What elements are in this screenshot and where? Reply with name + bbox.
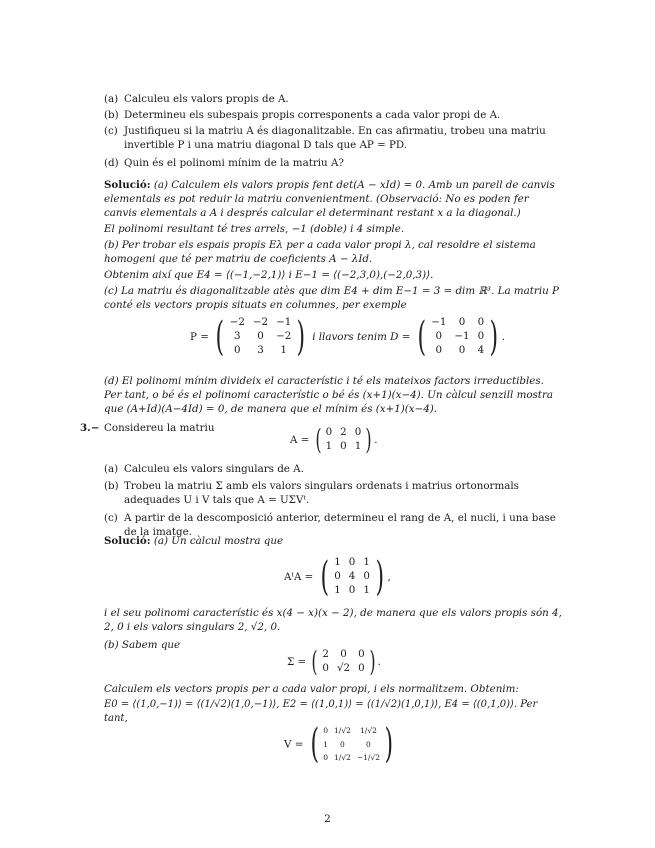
matrix-ata-row [330,556,374,570]
part-label: (d) [104,157,119,169]
matrix-v-cell: 0 [323,726,329,735]
matrix-d-cell: 0 [435,329,443,342]
part-label: (a) [104,93,119,105]
matrix-ata: ( 1 0 1 0 4 0 1 0 1 ) [320,553,384,600]
solution-d-text: (d) El polinomi mínim divideix el característic i té els mateixos factors irreductibles. Per tant, o bé és el polinomi característic o bé és (x+1)(x−4). Un càlcul senzill mostra que (A+Id)(A−4Id) = 0, de manera que el mínim és (x+1)(x−4). [104,375,554,416]
pd-equation: P = ( −2 −2 −1 3 0 −2 0 3 1 ) i llavors tenim D = ( −1 0 0 0 −1 0 0 0 4 ) . [190,313,506,360]
matrix-p-cell: 3 [257,343,264,356]
solution-heading: Solució: [104,535,151,547]
matrix-d-row [427,316,488,330]
matrix-sigma-cell: 2 [322,648,329,661]
matrix-v-cell: 0 [366,739,371,749]
matrix-v-cell: 0 [323,753,329,762]
matrix-ata-cell: 0 [363,569,370,582]
exercise-intro: Considereu la matriu [104,422,215,434]
solution-a [104,178,564,221]
exercise-number: 3.− [80,422,100,434]
a-label: A = [290,434,310,446]
matrix-v: ( 0 1/√2 1/√2 1 0 0 0 1/√2 −1/√2 ) [310,721,394,768]
sigma-equation: Σ = ( 2 0 0 0 √2 0 ) . [287,645,381,678]
matrix-p-cell: 1 [280,343,287,356]
sigma-label: Σ = [287,656,307,668]
matrix-ata-cell: 0 [348,583,356,596]
matrix-sigma-cell: 0 [322,662,329,674]
matrix-v-cell: 1/√2 [334,753,351,762]
solution-b-result: Obtenim així que E4 = ⟨(−1,−2,1)⟩ i E−1 = ⟨(−2,3,0),(−2,0,3)⟩. [104,269,434,281]
part-text: Calculeu els valors singulars de A. [124,463,304,475]
matrix-a-cell: 1 [325,440,333,452]
matrix-p-row [226,316,296,330]
part-text: Trobeu la matriu Σ amb els valors singulars ordenats i matrius ortonormals adequades U i V tals que A = UΣVᵗ. [124,480,519,507]
part-label: (c) [104,512,118,524]
matrix-p: ( −2 −2 −1 3 0 −2 0 3 1 ) [215,313,306,360]
part-label: (c) [104,125,118,137]
part-label: (a) [104,463,119,475]
matrix-d-row [427,330,488,344]
matrix-v-row [320,751,383,765]
ex3-solution-a [104,534,564,548]
matrix-p-cell: −2 [252,316,269,328]
matrix-v-cell: −1/√2 [356,753,381,762]
matrix-a: ( 0 2 0 1 0 1 ) [315,423,372,456]
matrix-d-cell: 0 [477,329,485,342]
matrix-v-cell: 1 [323,739,329,749]
part-text: Determineu els subespais propis corresponents a cada valor propi de A. [124,109,501,121]
ata-label: AᵗA = [284,570,314,583]
matrix-p-cell: 0 [234,343,241,356]
poly-text: i el seu polinomi característic és x(4 − x)(x − 2), de manera que els valors propis són 4, 2, 0 i els valors singulars 2, √2, 0. [104,607,562,634]
matrix-sigma-cell: √2 [336,662,351,674]
part-text: Quin és el polinomi mínim de la matriu A? [124,157,344,169]
matrix-p-row [226,344,296,358]
matrix-d-cell: −1 [454,329,470,342]
matrix-v-cell: 1/√2 [334,726,351,735]
part-label: (b) [104,480,119,492]
matrix-p-cell: −2 [276,329,292,342]
pd-mid-text: i llavors tenim D = [312,330,411,343]
matrix-sigma-cell: 0 [340,648,347,661]
matrix-ata-cell: 0 [348,556,356,568]
matrix-d-cell: 0 [435,343,443,356]
matrix-a-equation: A = ( 0 2 0 1 0 1 ) . [290,423,378,456]
p-label: P = [190,330,209,343]
matrix-a-cell: 1 [354,440,362,452]
ex3-solution-b: (b) Sabem que [104,639,181,651]
matrix-p-cell: −1 [276,316,292,328]
matrix-d: ( −1 0 0 0 −1 0 0 0 4 ) [417,313,499,360]
matrix-a-cell: 0 [354,426,362,439]
eigen-text: Calculem els vectors propis per a cada valor propi, i els normalitzem. Obtenim: [104,683,519,695]
matrix-a-cell: 0 [325,426,333,439]
matrix-a-row [322,426,366,440]
matrix-sigma: ( 2 0 0 0 √2 0 ) [311,645,376,678]
matrix-d-cell: 4 [477,343,485,356]
v-label: V = [284,738,304,751]
ata-equation: AᵗA = ( 1 0 1 0 4 0 1 0 1 ) , [284,553,391,600]
matrix-p-cell: 3 [234,329,241,342]
matrix-d-cell: 0 [458,316,466,328]
matrix-ata-cell: 1 [334,556,341,568]
eigen-list: E0 = ⟨(1,0,−1)⟩ = ⟨(1/√2)(1,0,−1)⟩, E2 = ⟨(1,0,1)⟩ = ⟨(1/√2)(1,0,1)⟩, E4 = ⟨(0,1,0)⟩. Per tant, [104,699,538,724]
solution-b-text: (b) Per trobar els espais propis Eλ per a cada valor propi λ, cal resoldre el sistema homogeni que té per matriu de coeficients A − λId. [104,239,536,266]
matrix-v-cell: 1/√2 [360,726,377,735]
solution-a-text: (a) Calculem els valors propis fent det(A − xId) = 0. Amb un parell de canvis elementals es pot reduir la matriu convenientment. (Observació: No es poden fer canvis elementals a A i després calcular el determinant restant x a la diagonal.) [104,179,555,220]
solution-a-result: El polinomi resultant té tres arrels, −1 (doble) i 4 simple. [104,223,405,235]
matrix-sigma-row [318,662,368,676]
matrix-a-cell: 2 [340,426,347,439]
matrix-v-row [320,724,383,738]
matrix-d-cell: −1 [431,316,447,328]
v-equation [284,721,397,768]
matrix-sigma-cell: 0 [358,648,365,661]
part-label: (b) [104,109,119,121]
part-text: A partir de la descomposició anterior, determineu el rang de A, el nucli, i una base de la imatge. [124,512,556,539]
part-text: Justifiqueu si la matriu A és diagonalitzable. En cas afirmatiu, trobeu una matriu invertible P i una matriu diagonal D tals que AP = PD. [124,125,546,152]
matrix-p-row [226,330,296,344]
matrix-ata-row [330,584,374,598]
matrix-p-cell: −2 [229,316,245,328]
matrix-d-row [427,344,488,358]
matrix-ata-cell: 0 [334,569,341,582]
matrix-ata-cell: 4 [348,569,356,582]
matrix-a-cell: 0 [340,440,347,452]
solution-heading: Solució: [104,179,151,191]
part-text: Calculeu els valors propis de A. [124,93,289,105]
matrix-ata-cell: 1 [363,556,370,568]
matrix-d-cell: 0 [477,316,485,328]
matrix-sigma-cell: 0 [358,662,365,674]
matrix-ata-cell: 1 [363,583,370,596]
matrix-ata-row [330,570,374,584]
ex3-solution-a-text: (a) Un càlcul mostra que [153,535,284,547]
matrix-ata-cell: 1 [334,583,341,596]
matrix-v-cell: 0 [340,739,345,749]
page-number: 2 [324,813,331,825]
matrix-p-cell: 0 [257,329,264,342]
matrix-sigma-row [318,648,368,662]
matrix-v-row [320,738,383,752]
matrix-a-row [322,440,366,454]
matrix-d-cell: 0 [458,343,466,356]
solution-c-text: (c) La matriu és diagonalitzable atès que dim E4 + dim E−1 = 3 = dim ℝ³. La matriu P conté els vectors propis situats en columnes, per exemple [104,285,559,312]
